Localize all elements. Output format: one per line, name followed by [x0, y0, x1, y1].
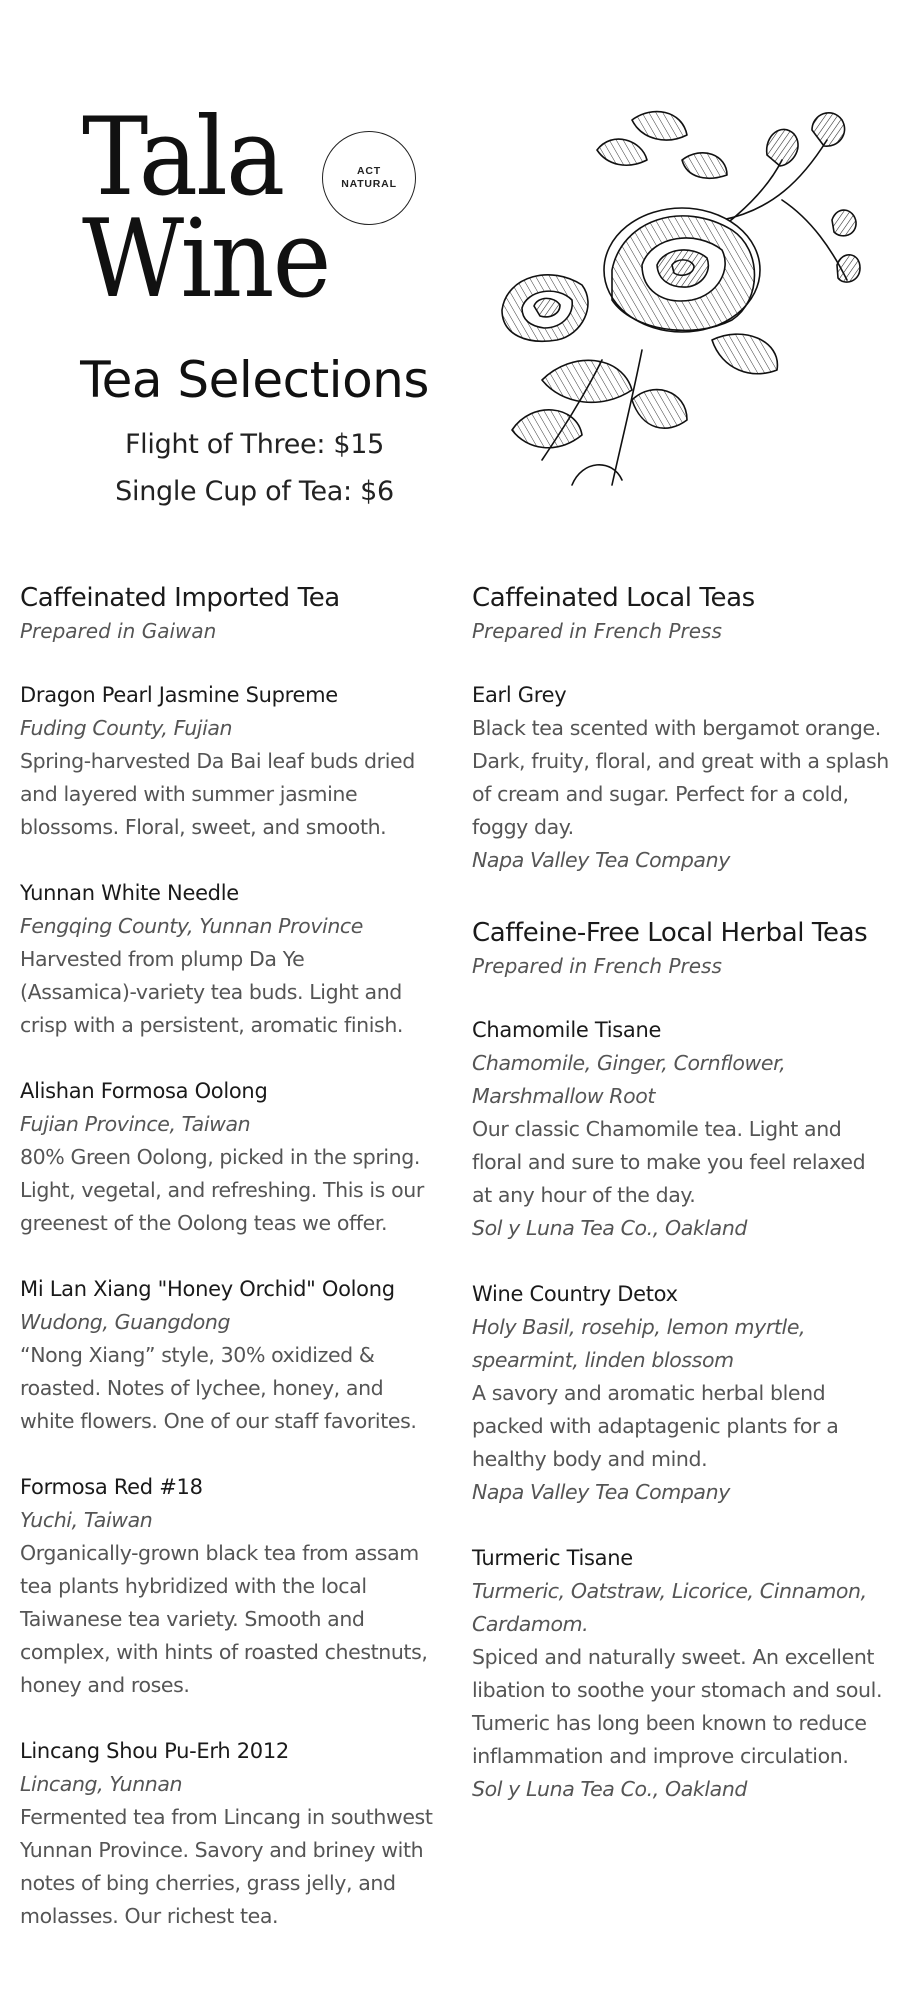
item-description: Black tea scented with bergamot orange.: [472, 716, 881, 740]
single-cup-price: Single Cup of Tea: $6: [115, 476, 394, 507]
item-description: Light, vegetal, and refreshing. This is our: [20, 1178, 424, 1202]
item-origin: Wudong, Guangdong: [20, 1310, 231, 1334]
menu-item: [472, 1542, 902, 1806]
item-origin: Turmeric, Oatstraw, Licorice, Cinnamon,: [472, 1579, 867, 1603]
item-description: roasted. Notes of lychee, honey, and: [20, 1376, 384, 1400]
item-origin: Chamomile, Ginger, Cornflower,: [472, 1051, 786, 1075]
rose-illustration-icon: [482, 100, 862, 495]
caffeinated-imported-section: [20, 580, 460, 1933]
section-preparation: Prepared in French Press: [472, 954, 722, 978]
item-origin: Fengqing County, Yunnan Province: [20, 914, 364, 938]
menu-item: [472, 1278, 902, 1509]
item-origin: Yuchi, Taiwan: [20, 1508, 153, 1532]
page-title: Tea Selections: [80, 351, 429, 409]
badge-line-1: ACT: [357, 164, 381, 177]
item-description: tea plants hybridized with the local: [20, 1574, 367, 1598]
item-name: Alishan Formosa Oolong: [20, 1079, 268, 1103]
item-origin: Fujian Province, Taiwan: [20, 1112, 251, 1136]
item-description: libation to soothe your stomach and soul.: [472, 1678, 883, 1702]
flight-price: Flight of Three: $15: [124, 429, 385, 460]
item-source: Sol y Luna Tea Co., Oakland: [472, 1777, 748, 1801]
left-menu-column: [20, 580, 460, 1933]
item-description: A savory and aromatic herbal blend: [472, 1381, 826, 1405]
item-description: complex, with hints of roasted chestnuts,: [20, 1640, 428, 1664]
item-name: Mi Lan Xiang "Honey Orchid" Oolong: [20, 1277, 395, 1301]
menu-item: [20, 1735, 460, 1933]
section-title: Caffeine-Free Local Herbal Teas: [472, 918, 868, 948]
logo-word-wine: Wine: [82, 197, 330, 322]
item-description: “Nong Xiang” style, 30% oxidized &: [20, 1343, 375, 1367]
item-description: notes of bing cherries, grass jelly, and: [20, 1871, 396, 1895]
item-origin: Fuding County, Fujian: [20, 716, 233, 740]
section-preparation: Prepared in French Press: [472, 619, 722, 643]
menu-item: [20, 679, 460, 844]
item-description: at any hour of the day.: [472, 1183, 696, 1207]
item-name: Dragon Pearl Jasmine Supreme: [20, 683, 338, 707]
item-description: Taiwanese tea variety. Smooth and: [20, 1607, 365, 1631]
item-description: floral and sure to make you feel relaxed: [472, 1150, 866, 1174]
item-description: and layered with summer jasmine: [20, 782, 358, 806]
menu-item: [472, 679, 902, 877]
item-name: Formosa Red #18: [20, 1475, 203, 1499]
item-name: Lincang Shou Pu-Erh 2012: [20, 1739, 289, 1763]
item-description: 80% Green Oolong, picked in the spring.: [20, 1145, 420, 1169]
item-name: Chamomile Tisane: [472, 1018, 662, 1042]
item-description: healthy body and mind.: [472, 1447, 708, 1471]
act-natural-badge: [322, 131, 416, 225]
right-menu-column: [472, 580, 902, 1806]
item-description: honey and roses.: [20, 1673, 190, 1697]
item-source: Sol y Luna Tea Co., Oakland: [472, 1216, 748, 1240]
item-name: Turmeric Tisane: [472, 1546, 633, 1570]
item-origin: spearmint, linden blossom: [472, 1348, 734, 1372]
item-description: Harvested from plump Da Ye: [20, 947, 305, 971]
item-description: white flowers. One of our staff favorites.: [20, 1409, 417, 1433]
item-description: Our classic Chamomile tea. Light and: [472, 1117, 842, 1141]
item-description: of cream and sugar. Perfect for a cold,: [472, 782, 849, 806]
item-origin: Marshmallow Root: [472, 1084, 656, 1108]
item-description: Tumeric has long been known to reduce: [472, 1711, 867, 1735]
item-description: crisp with a persistent, aromatic finish.: [20, 1013, 404, 1037]
item-source: Napa Valley Tea Company: [472, 848, 730, 872]
menu-section: [472, 580, 902, 877]
item-description: Fermented tea from Lincang in southwest: [20, 1805, 433, 1829]
item-description: greenest of the Oolong teas we offer.: [20, 1211, 388, 1235]
badge-line-2: NATURAL: [341, 178, 397, 190]
section-title: Caffeinated Local Teas: [472, 583, 755, 613]
item-description: Yunnan Province. Savory and briney with: [20, 1838, 424, 1862]
menu-item: [472, 1014, 902, 1245]
item-name: Wine Country Detox: [472, 1282, 678, 1306]
item-description: Spring-harvested Da Bai leaf buds dried: [20, 749, 415, 773]
item-description: foggy day.: [472, 815, 574, 839]
menu-section: [472, 915, 902, 1806]
item-description: inflammation and improve circulation.: [472, 1744, 849, 1768]
menu-item: [20, 1471, 460, 1702]
item-description: molasses. Our richest tea.: [20, 1904, 279, 1928]
item-description: Dark, fruity, floral, and great with a splash: [472, 749, 889, 773]
section-title: Caffeinated Imported Tea: [20, 583, 340, 613]
item-description: blossoms. Floral, sweet, and smooth.: [20, 815, 387, 839]
item-description: packed with adaptagenic plants for a: [472, 1414, 839, 1438]
section-preparation: Prepared in Gaiwan: [20, 619, 217, 643]
menu-item: [20, 877, 460, 1042]
item-description: Organically-grown black tea from assam: [20, 1541, 419, 1565]
item-description: (Assamica)-variety tea buds. Light and: [20, 980, 402, 1004]
menu-item: [20, 1273, 460, 1438]
menu-item: [20, 1075, 460, 1240]
item-name: Earl Grey: [472, 683, 567, 707]
item-origin: Lincang, Yunnan: [20, 1772, 183, 1796]
logo-word-tala: Tala: [82, 95, 284, 220]
item-name: Yunnan White Needle: [20, 881, 239, 905]
item-origin: Cardamom.: [472, 1612, 589, 1636]
item-description: Spiced and naturally sweet. An excellent: [472, 1645, 875, 1669]
item-source: Napa Valley Tea Company: [472, 1480, 730, 1504]
item-origin: Holy Basil, rosehip, lemon myrtle,: [472, 1315, 806, 1339]
